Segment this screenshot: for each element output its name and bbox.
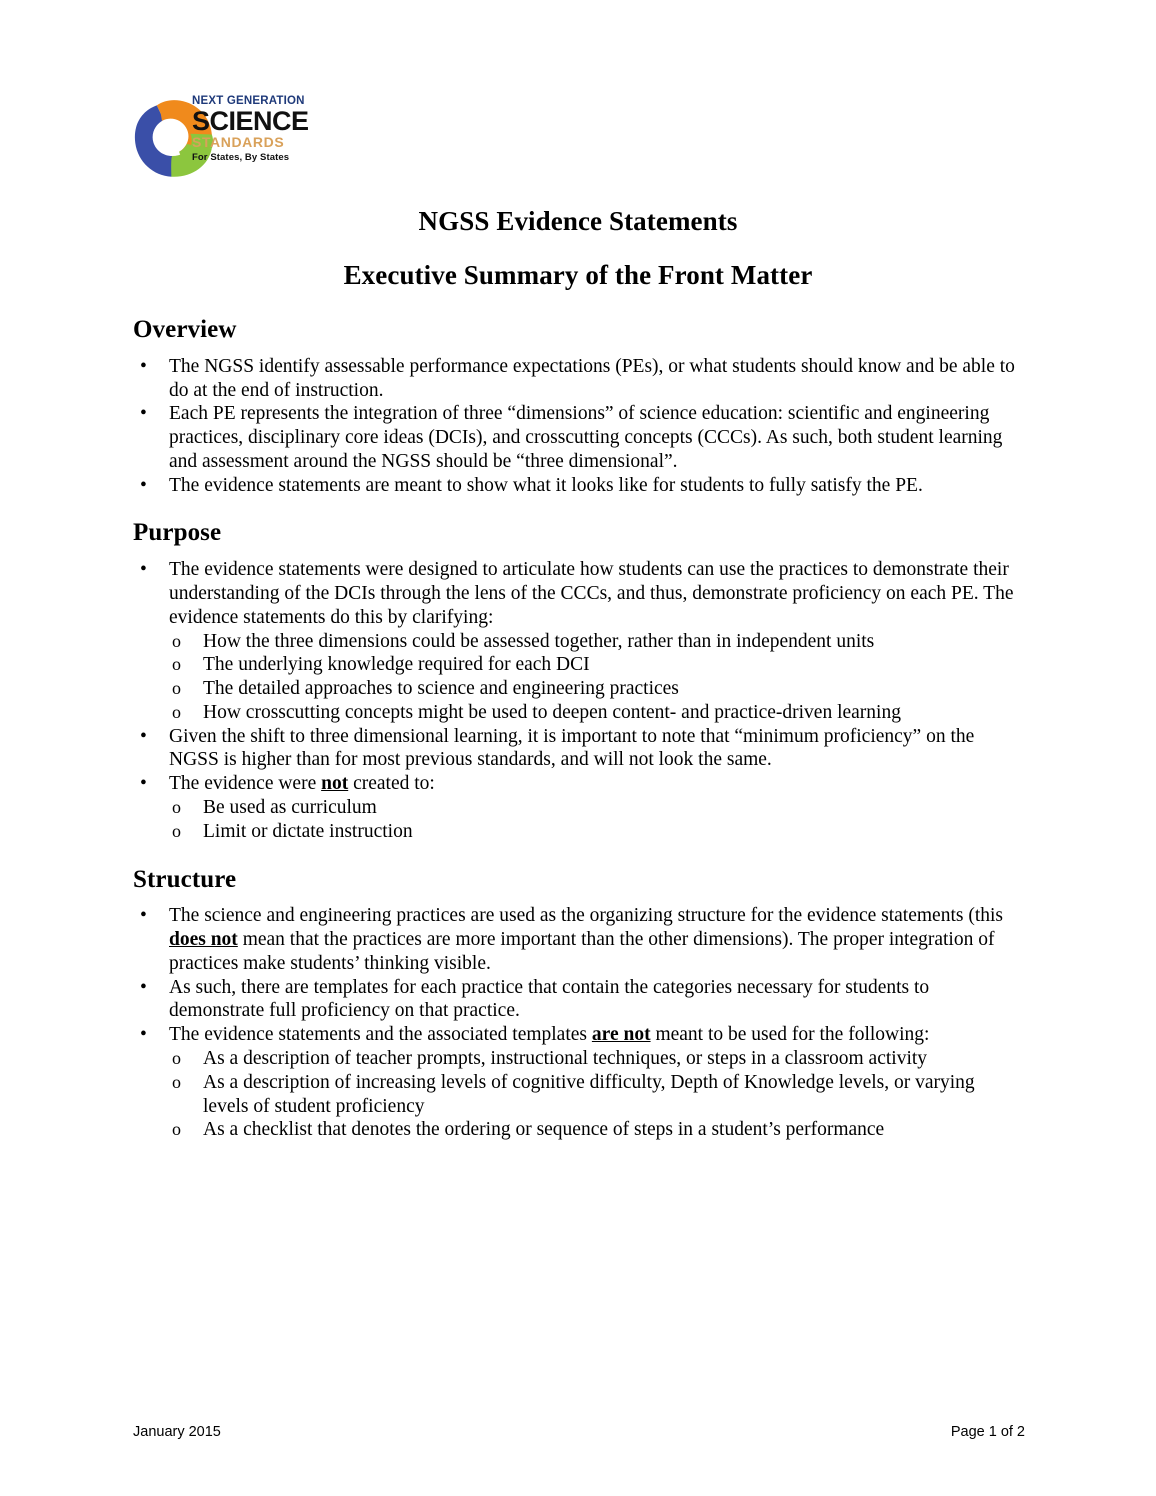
document-subtitle: Executive Summary of the Front Matter <box>343 260 813 290</box>
bullet-item <box>133 558 1025 629</box>
sub-bullet-item <box>165 677 1025 701</box>
bullet-text: As such, there are templates for each practice that contain the categories necessary for students to demonstrate full proficiency on that practice. <box>169 976 930 1022</box>
page-footer <box>133 1424 1025 1440</box>
bullet-marker-icon: • <box>140 1024 147 1046</box>
sub-bullet-text: How the three dimensions could be assessed together, rather than in independent units <box>203 630 875 652</box>
section-structure <box>133 866 1025 1143</box>
sub-bullet-marker-icon: o <box>172 630 181 651</box>
bullet-item <box>133 904 1025 975</box>
document-title: NGSS Evidence Statements <box>418 206 738 236</box>
bullet-marker-icon: • <box>140 976 147 998</box>
emphasized-text: are not <box>591 1024 651 1046</box>
bullet-text-after: mean that the practices are more important than the other dimensions). The proper integration of practices make students’ thinking visible. <box>169 929 995 974</box>
bullet-text-after: meant to be used for the following: <box>650 1024 930 1046</box>
sub-bullet-item <box>165 1071 1025 1119</box>
bullet-list <box>133 355 1025 498</box>
sub-bullet-marker-icon: o <box>172 1071 181 1092</box>
bullet-list <box>133 904 1025 1142</box>
emphasized-text: does not <box>169 929 238 951</box>
bullet-item <box>133 772 1025 796</box>
section-heading-purpose: Purpose <box>133 519 222 547</box>
sub-bullet-text: The detailed approaches to science and engineering practices <box>203 678 679 700</box>
bullet-text: Given the shift to three dimensional learning, it is important to note that “minimum proficiency” on the NGSS is higher than for most previous standards, and will not look the same. <box>169 725 975 771</box>
section-purpose <box>133 519 1025 843</box>
bullet-text: The NGSS identify assessable performance expectations (PEs), or what students should know and be able to do at the end of instruction. <box>169 355 1015 401</box>
bullet-text <box>169 1024 929 1045</box>
bullet-item <box>133 976 1025 1024</box>
section-overview <box>133 316 1025 497</box>
bullet-text-before: The evidence were <box>169 773 322 795</box>
footer-date: January 2015 <box>133 1424 221 1440</box>
sub-bullet-list <box>133 1047 1025 1142</box>
sub-bullet-text: How crosscutting concepts might be used to deepen content- and practice-driven learning <box>203 701 901 723</box>
bullet-text-before: The evidence statements and the associated templates <box>169 1024 592 1046</box>
bullet-text <box>169 905 1003 974</box>
emphasized-text: not <box>321 773 349 795</box>
bullet-marker-icon: • <box>140 559 147 581</box>
sub-bullet-list <box>133 796 1025 844</box>
sub-bullet-marker-icon: o <box>172 797 181 817</box>
sub-bullet-marker-icon: o <box>172 701 181 722</box>
sub-bullet-list <box>133 630 1025 725</box>
sub-bullet-text: As a description of increasing levels of cognitive difficulty, Depth of Knowledge levels, or varying levels of student proficiency <box>203 1071 975 1117</box>
sub-bullet-marker-icon: o <box>172 1048 181 1068</box>
bullet-text-before: The science and engineering practices are used as the organizing structure for the evidence statements (this <box>169 905 1004 927</box>
sub-bullet-text: Limit or dictate instruction <box>203 820 413 842</box>
sub-bullet-marker-icon: o <box>172 654 181 675</box>
bullet-list <box>133 558 1025 843</box>
sub-bullet-text: The underlying knowledge required for each DCI <box>203 654 590 676</box>
bullet-marker-icon: • <box>140 403 147 425</box>
bullet-item <box>133 1023 1025 1047</box>
sub-bullet-item <box>165 630 1025 654</box>
document-body <box>133 316 1025 1164</box>
footer-page-number: Page 1 of 2 <box>950 1424 1025 1440</box>
ngss-logo <box>131 92 331 187</box>
bullet-marker-icon: • <box>140 725 147 747</box>
bullet-text <box>169 773 435 794</box>
sub-bullet-item <box>165 653 1025 677</box>
sub-bullet-marker-icon: o <box>172 820 181 841</box>
sub-bullet-marker-icon: o <box>172 1119 181 1140</box>
sub-bullet-text: Be used as curriculum <box>203 797 377 818</box>
sub-bullet-item <box>165 820 1025 844</box>
sub-bullet-item <box>165 1047 1025 1071</box>
bullet-marker-icon: • <box>140 773 147 795</box>
sub-bullet-marker-icon: o <box>172 678 181 699</box>
logo-tagline: For States, By States <box>192 152 290 164</box>
bullet-item <box>133 402 1025 473</box>
bullet-item <box>133 474 1025 498</box>
sub-bullet-item <box>165 1118 1025 1142</box>
logo-next-generation: NEXT GENERATION <box>192 95 305 107</box>
sub-bullet-item <box>165 796 1025 820</box>
sub-bullet-text: As a checklist that denotes the ordering or sequence of steps in a student’s performance <box>203 1119 885 1141</box>
sub-bullet-text: As a description of teacher prompts, instructional techniques, or steps in a classroom activity <box>203 1048 928 1069</box>
bullet-item <box>133 725 1025 773</box>
bullet-text: The evidence statements were designed to articulate how students can use the practices to demonstrate their understanding of the DCIs through the lens of the CCCs, and thus, demonstrate proficiency on each PE. The evidence statements do this by clarifying: <box>169 559 1014 628</box>
ngss-logo-text <box>192 96 332 163</box>
bullet-text: The evidence statements are meant to show what it looks like for students to fully satisfy the PE. <box>169 474 923 496</box>
bullet-marker-icon: • <box>140 355 147 377</box>
bullet-text: Each PE represents the integration of three “dimensions” of science education: scientific and engineering practices, disciplinary core ideas (DCIs), and crosscutting concepts (CCCs). As such, both student learning and assessment around the NGSS should be “three dimensional”. <box>169 403 1003 472</box>
bullet-item <box>133 355 1025 403</box>
bullet-marker-icon: • <box>140 474 147 496</box>
logo-science: SCIENCE <box>192 105 309 136</box>
bullet-text-after: created to: <box>348 773 435 795</box>
bullet-marker-icon: • <box>140 905 147 927</box>
section-heading-overview: Overview <box>133 316 237 343</box>
logo-standards: STANDARDS <box>192 134 285 151</box>
sub-bullet-item <box>165 701 1025 725</box>
section-heading-structure: Structure <box>133 865 237 893</box>
